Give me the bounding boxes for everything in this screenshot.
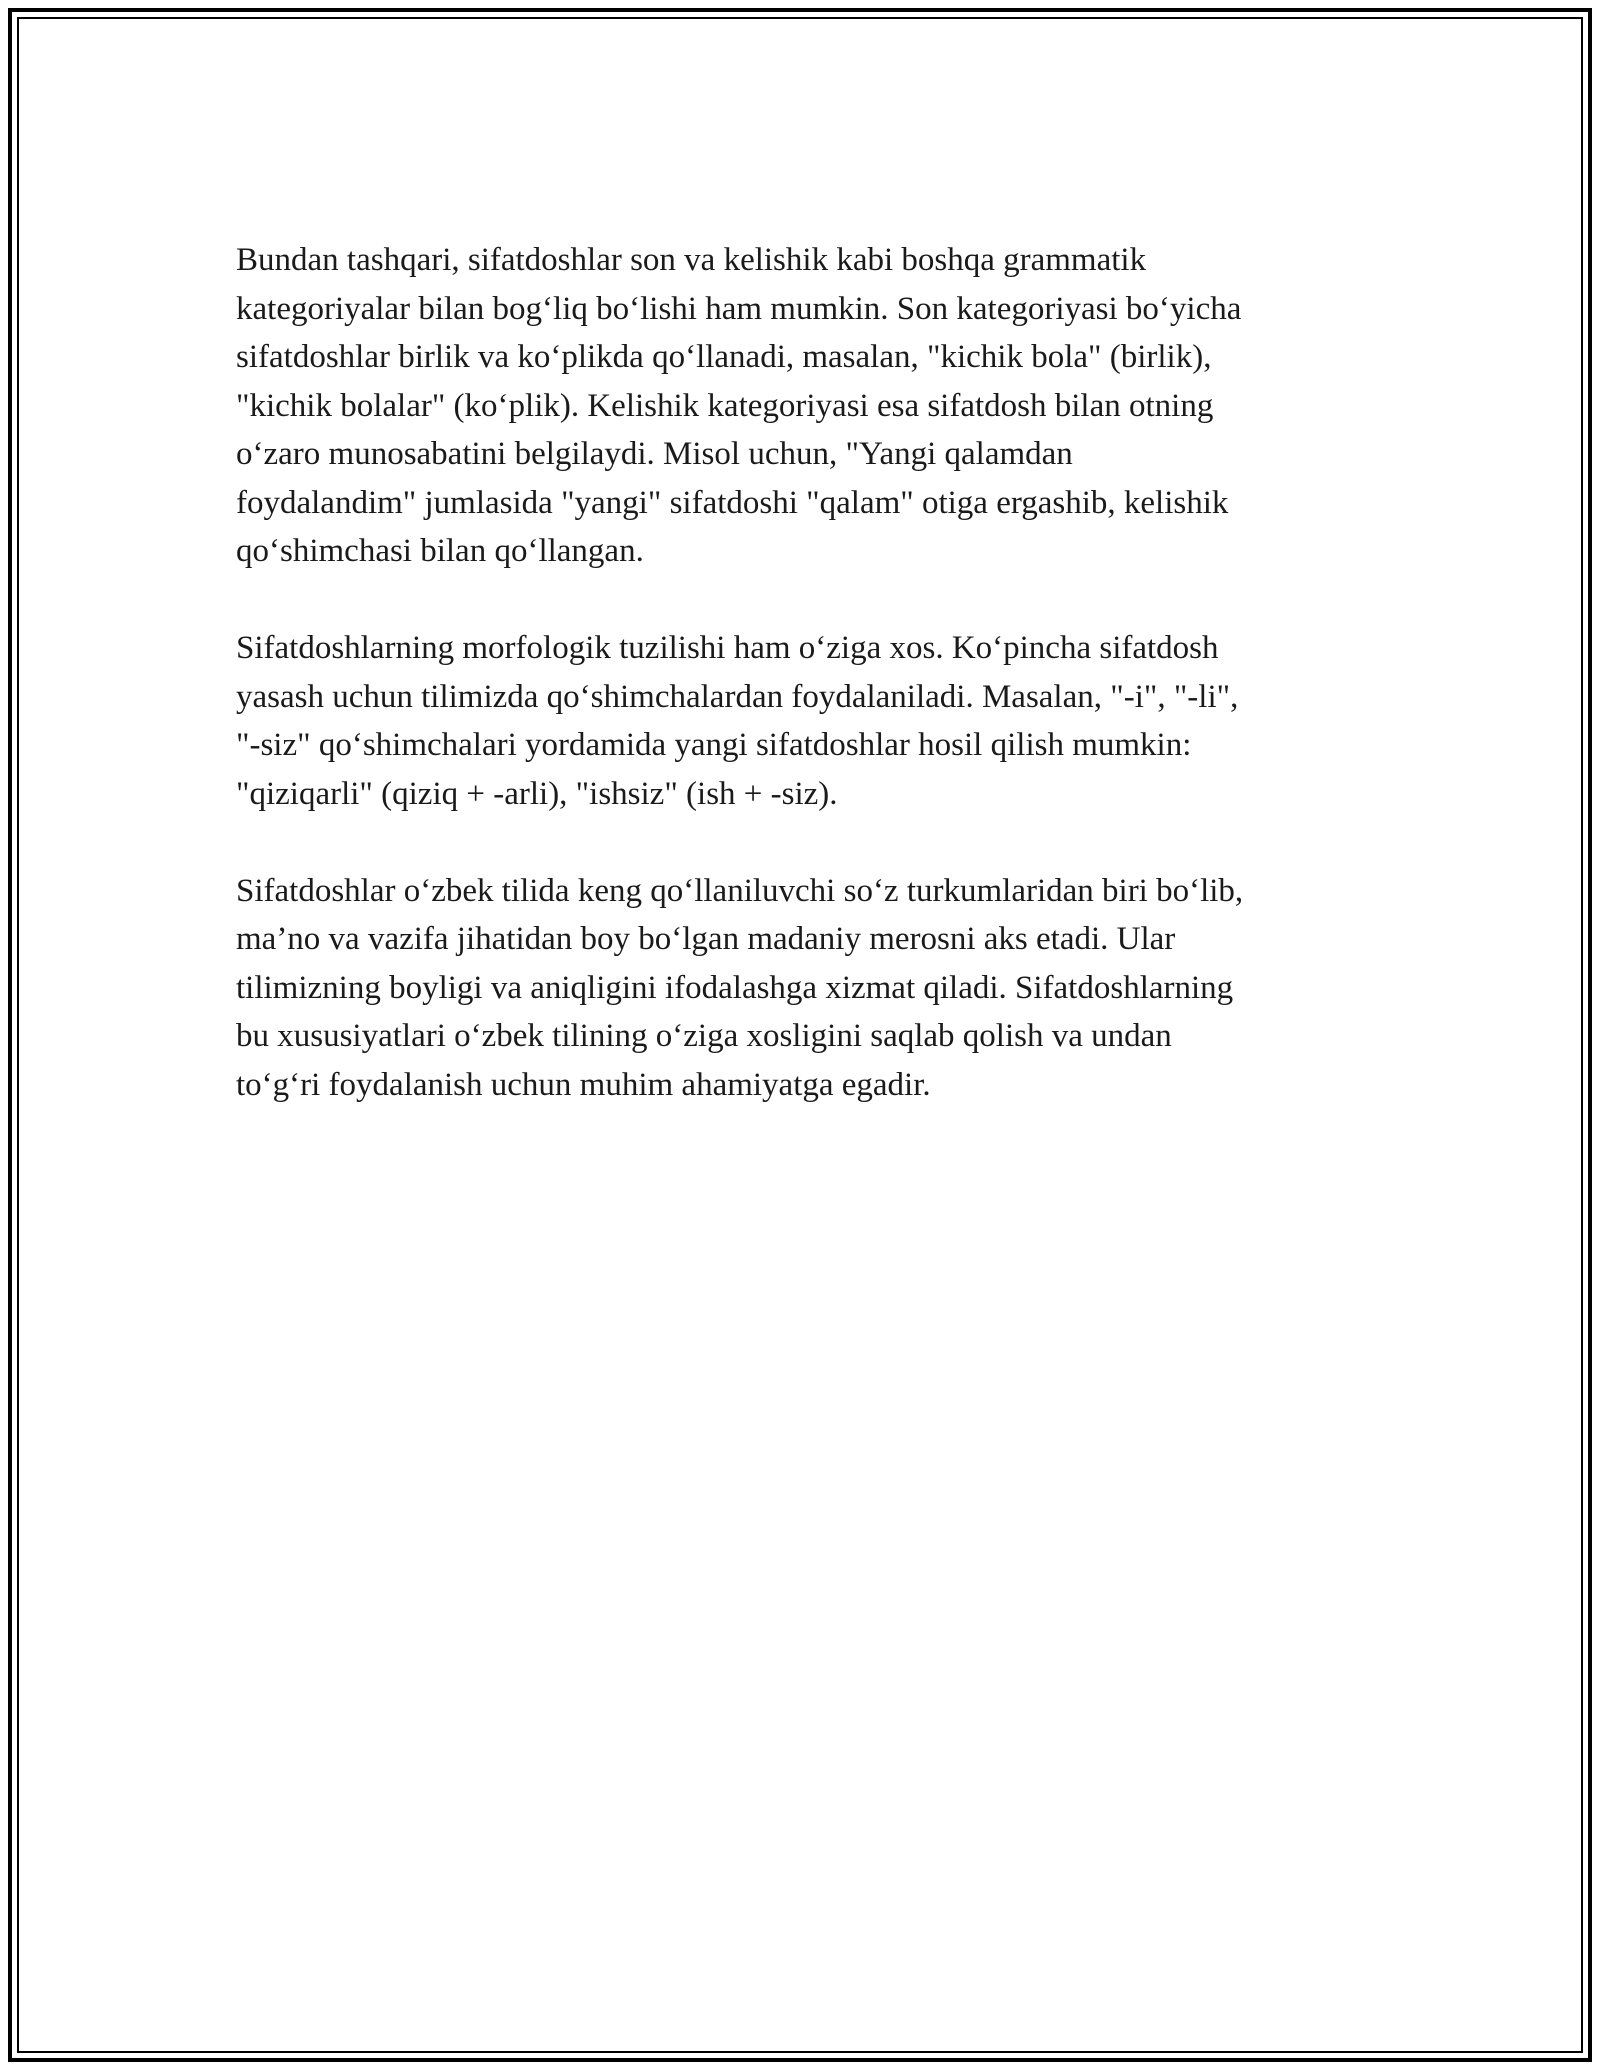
document-body: [236, 236, 1366, 1158]
paragraph-1: Bundan tashqari, sifatdoshlar son va kelishik kabi boshqa grammatik kategoriyalar bilan bog‘liq bo‘lishi ham mumkin. Son kategoriyasi bo‘yicha sifatdoshlar birlik va ko‘plikda qo‘llanadi, masalan, "kichik bola" (birlik), "kichik bolalar" (ko‘plik). Kelishik kategoriyasi esa sifatdosh bilan otning o‘zaro munosabatini belgilaydi. Misol uchun, "Yangi qalamdan foydalandim" jumlasida "yangi" sifatdoshi "qalam" otiga ergashib, kelishik qo‘shimchasi bilan qo‘llangan.: [236, 242, 1242, 569]
paragraph-2: Sifatdoshlarning morfologik tuzilishi ham o‘ziga xos. Ko‘pincha sifatdosh yasash uchun tilimizda qo‘shimchalardan foydalaniladi. Masalan, "-i", "-li", "-siz" qo‘shimchalari yordamida yangi sifatdoshlar hosil qilish mumkin: "qiziqarli" (qiziq + -arli), "ishsiz" (ish + -siz).: [236, 630, 1239, 812]
paragraph-3: Sifatdoshlar o‘zbek tilida keng qo‘llaniluvchi so‘z turkumlaridan biri bo‘lib, ma’no va vazifa jihatidan boy bo‘lgan madaniy merosni aks etadi. Ular tilimizning boyligi va aniqligini ifodalashga xizmat qiladi. Sifatdoshlarning bu xususiyatlari o‘zbek tilining o‘ziga xosligini saqlab qolish va undan to‘g‘ri foydalanish uchun muhim ahamiyatga egadir.: [236, 872, 1244, 1103]
